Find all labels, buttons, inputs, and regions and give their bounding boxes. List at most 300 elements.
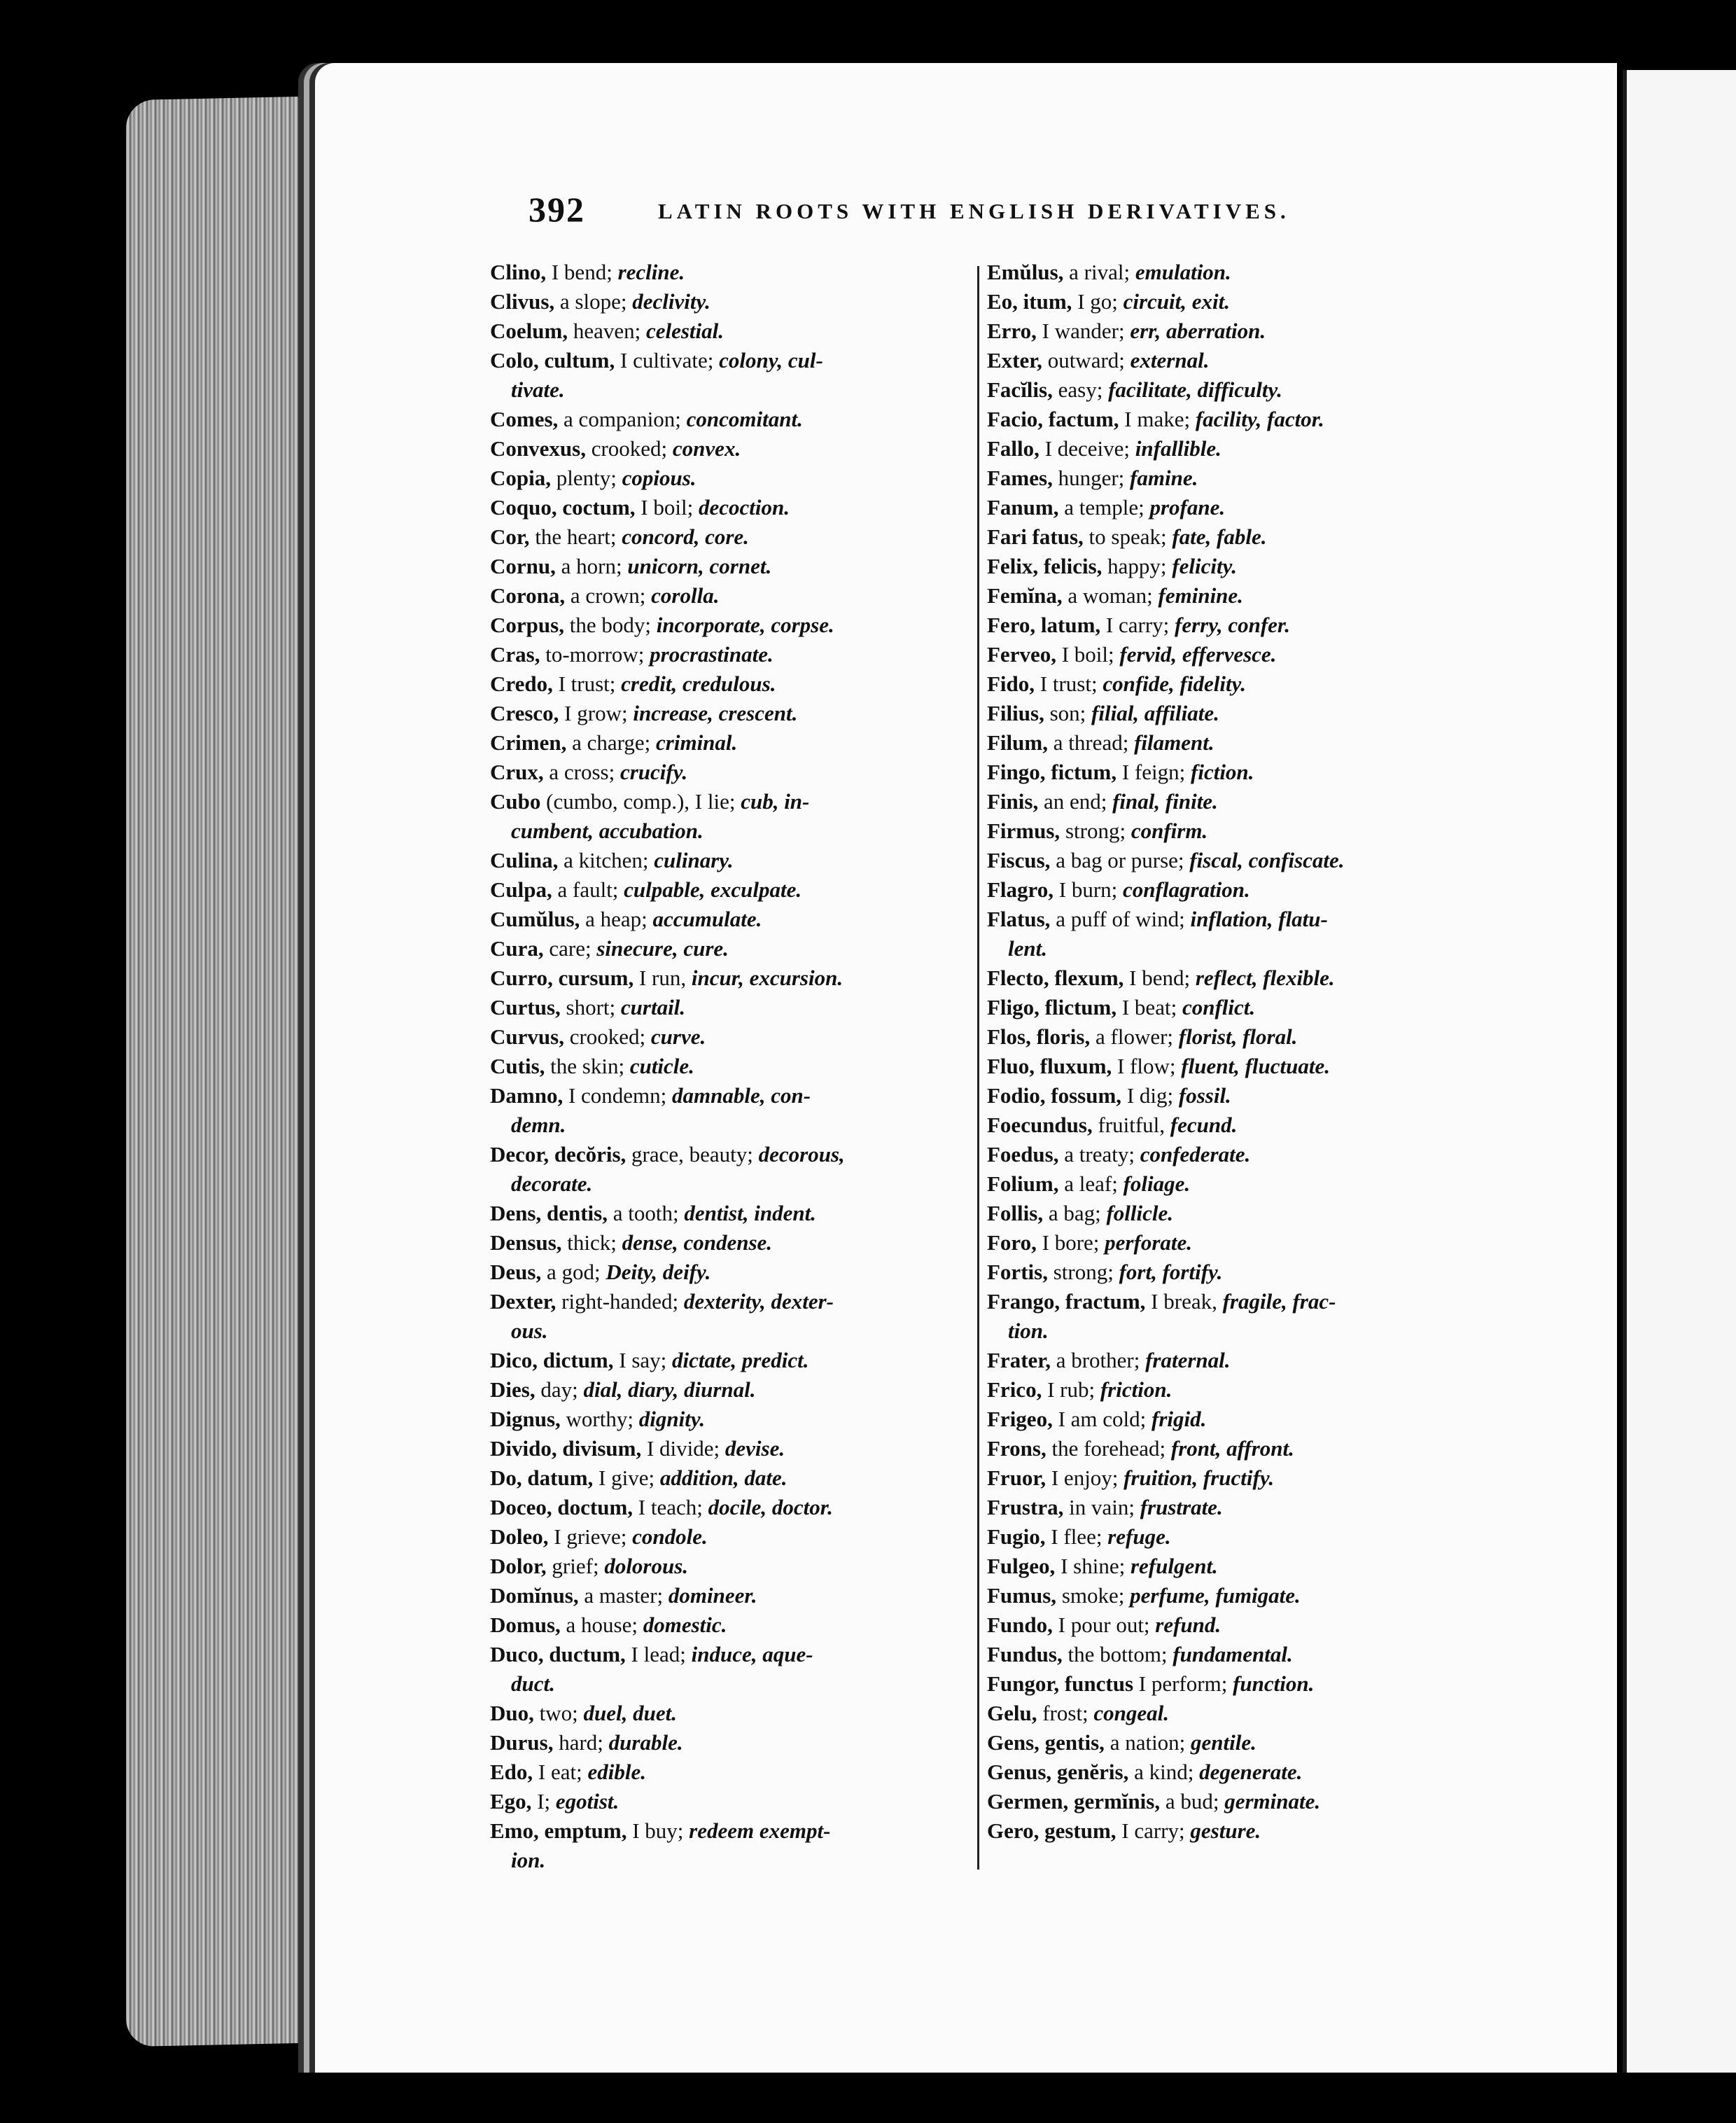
entry-word: Foecundus,: [987, 1113, 1093, 1137]
entry-deriv: front, affront.: [1170, 1436, 1294, 1461]
dictionary-entry: [490, 1640, 973, 1669]
entry-deriv: addition, date.: [659, 1466, 788, 1490]
dictionary-entry: [987, 758, 1449, 787]
entry-deriv: accumulate.: [652, 907, 762, 931]
entry-word: Filius,: [987, 701, 1044, 725]
entry-gloss: crooked;: [585, 436, 673, 461]
entry-deriv: follicle.: [1106, 1201, 1174, 1225]
entry-word: Fumus,: [987, 1583, 1057, 1608]
entry-word: Flecto, flexum,: [987, 966, 1124, 990]
dictionary-entry: [490, 1375, 973, 1405]
entry-word: Curtus,: [490, 995, 561, 1019]
entry-gloss: a heap;: [580, 907, 653, 931]
dictionary-entry: [490, 464, 973, 493]
entry-deriv: concord, core.: [622, 524, 749, 549]
entry-gloss: I deceive;: [1039, 436, 1135, 461]
entry-word: Frater,: [987, 1348, 1051, 1372]
entry-gloss: smoke;: [1056, 1583, 1130, 1608]
entry-gloss: the body;: [564, 613, 657, 637]
entry-word: Fingo, fictum,: [987, 760, 1117, 784]
entry-continuation: [987, 1316, 1449, 1346]
dictionary-entry: [987, 1169, 1449, 1199]
dictionary-entry: [987, 1081, 1449, 1111]
entry-gloss: to speak;: [1083, 524, 1172, 549]
entry-word: Eo, itum,: [987, 289, 1072, 314]
book-page-edges: [126, 96, 336, 2047]
entry-deriv: docile, doctor.: [708, 1495, 833, 1519]
entry-deriv: facilitate, difficulty.: [1108, 377, 1282, 402]
entry-gloss: I bend;: [546, 260, 618, 284]
dictionary-entry: [987, 1287, 1449, 1316]
entry-gloss: the skin;: [545, 1054, 630, 1078]
entry-deriv: foliage.: [1123, 1171, 1191, 1196]
entry-deriv: conflict.: [1182, 995, 1256, 1019]
dictionary-entry: [490, 316, 973, 346]
dictionary-entry: [490, 758, 973, 787]
entry-deriv: fate, fable.: [1172, 524, 1267, 549]
entry-deriv: procrastinate.: [650, 642, 774, 667]
entry-deriv: emulation.: [1135, 260, 1231, 284]
entry-deriv: cumbent, accubation.: [511, 819, 704, 843]
entry-gloss: I break,: [1145, 1289, 1223, 1314]
entry-word: Credo,: [490, 671, 553, 696]
entry-deriv: lent.: [1008, 936, 1047, 961]
entry-gloss: in vain;: [1063, 1495, 1140, 1519]
entry-gloss: a kitchen;: [558, 848, 654, 872]
entry-deriv: fundamental.: [1172, 1642, 1293, 1666]
entry-deriv: dentist, indent.: [684, 1201, 816, 1225]
entry-gloss: a puff of wind;: [1050, 907, 1191, 931]
dictionary-entry: [490, 669, 973, 699]
entry-gloss: I divide;: [641, 1436, 725, 1461]
entry-gloss: a bud;: [1160, 1789, 1225, 1814]
entry-word: Dens, dentis,: [490, 1201, 608, 1225]
dictionary-entry: [987, 669, 1449, 699]
entry-deriv: confirm.: [1130, 819, 1208, 843]
entry-deriv: gesture.: [1190, 1818, 1261, 1843]
entry-gloss: a cross;: [543, 760, 620, 784]
entry-continuation: [490, 816, 973, 846]
entry-word: Fiscus,: [987, 848, 1051, 872]
entry-word: Fido,: [987, 671, 1035, 696]
dictionary-entry: [987, 405, 1449, 434]
entry-gloss: I beat;: [1116, 995, 1182, 1019]
dictionary-entry: [987, 1405, 1449, 1434]
dictionary-entry: [490, 905, 973, 934]
dictionary-entry: [490, 1140, 973, 1169]
entry-gloss: strong;: [1060, 819, 1131, 843]
entry-deriv: germinate.: [1224, 1789, 1321, 1814]
dictionary-entry: [987, 316, 1449, 346]
entry-word: Fallo,: [987, 436, 1040, 461]
entry-gloss: a bag or purse;: [1050, 848, 1190, 872]
entry-word: Gens, gentis,: [987, 1730, 1105, 1755]
entry-deriv: dolorous.: [604, 1554, 689, 1578]
entry-word: Decor, decŏris,: [490, 1142, 626, 1167]
entry-gloss: heaven;: [568, 319, 646, 343]
entry-deriv: redeem exempt-: [689, 1818, 831, 1843]
entry-deriv: ion.: [511, 1848, 546, 1872]
entry-word: Clivus,: [490, 289, 555, 314]
dictionary-entry: [987, 1816, 1449, 1846]
entry-gloss: a flower;: [1090, 1024, 1179, 1049]
dictionary-entry: [490, 1346, 973, 1375]
page-number: 392: [528, 190, 585, 229]
entry-gloss: I boil;: [1056, 642, 1120, 667]
entry-word: Cor,: [490, 524, 530, 549]
entry-word: Facĭlis,: [987, 377, 1053, 402]
dictionary-entry: [490, 1228, 973, 1258]
dictionary-entry: [490, 1463, 973, 1493]
entry-deriv: reflect, flexible.: [1195, 966, 1335, 990]
entry-word: Culpa,: [490, 877, 552, 902]
entry-word: Divido, divisum,: [490, 1436, 642, 1461]
entry-deriv: damnable, con-: [672, 1083, 811, 1108]
dictionary-entry: [490, 1434, 973, 1463]
dictionary-entry: [987, 1728, 1449, 1757]
entry-gloss: happy;: [1102, 554, 1172, 578]
dictionary-entry: [987, 464, 1449, 493]
entry-word: Genus, genĕris,: [987, 1760, 1129, 1784]
entry-deriv: dense, condense.: [622, 1230, 773, 1255]
dictionary-entry: [490, 581, 973, 611]
entry-deriv: criminal.: [656, 730, 738, 755]
dictionary-entry: [987, 1111, 1449, 1140]
entry-gloss: I grow;: [559, 701, 634, 725]
entry-gloss: I boil;: [635, 495, 699, 520]
entry-word: Ego,: [490, 1789, 532, 1814]
dictionary-entry: [987, 846, 1449, 875]
entry-gloss: worthy;: [560, 1407, 639, 1431]
entry-word: Copia,: [490, 466, 551, 490]
entry-word: Fundus,: [987, 1642, 1063, 1666]
entry-gloss: I grieve;: [548, 1524, 633, 1549]
entry-deriv: external.: [1130, 348, 1210, 373]
entry-deriv: crucify.: [620, 760, 688, 784]
entry-deriv: refund.: [1155, 1613, 1222, 1637]
entry-gloss: a thread;: [1047, 730, 1135, 755]
entry-word: Cornu,: [490, 554, 556, 578]
entry-deriv: credit, credulous.: [621, 671, 776, 696]
entry-gloss: I am cold;: [1052, 1407, 1152, 1431]
entry-word: Fugio,: [987, 1524, 1046, 1549]
entry-deriv: celestial.: [645, 319, 724, 343]
dictionary-entry: [987, 1463, 1449, 1493]
entry-word: Fluo, fluxum,: [987, 1054, 1112, 1078]
entry-deriv: devise.: [724, 1436, 785, 1461]
entry-gloss: I cultivate;: [615, 348, 720, 373]
dictionary-entry: [490, 1081, 973, 1111]
entry-word: Fero, latum,: [987, 613, 1101, 637]
entry-deriv: frustrate.: [1140, 1495, 1223, 1519]
entry-gloss: a master;: [578, 1583, 668, 1608]
dictionary-entry: [490, 699, 973, 728]
entry-gloss: I say;: [613, 1348, 673, 1372]
entry-deriv: perfume, fumigate.: [1130, 1583, 1301, 1608]
entry-deriv: fragile, frac-: [1222, 1289, 1336, 1314]
entry-word: Colo, cultum,: [490, 348, 615, 373]
entry-word: Frustra,: [987, 1495, 1064, 1519]
entry-gloss: a kind;: [1128, 1760, 1200, 1784]
entry-gloss: (cumbo, comp.), I lie;: [540, 789, 741, 814]
entry-word: Cras,: [490, 642, 540, 667]
column-divider: [977, 266, 979, 1870]
entry-gloss: a fault;: [552, 877, 624, 902]
entry-deriv: fervid, effervesce.: [1119, 642, 1277, 667]
entry-gloss: a charge;: [566, 730, 657, 755]
entry-word: Cubo: [490, 789, 541, 814]
entry-gloss: I make;: [1119, 407, 1196, 431]
entry-word: Coelum,: [490, 319, 568, 343]
entry-deriv: fossil.: [1178, 1083, 1231, 1108]
entry-word: Duco, ductum,: [490, 1642, 626, 1666]
entry-gloss: I;: [531, 1789, 556, 1814]
dictionary-entry: [987, 1199, 1449, 1228]
dictionary-entry: [490, 405, 973, 434]
dictionary-entry: [490, 1405, 973, 1434]
entry-gloss: a god;: [541, 1260, 606, 1284]
dictionary-entry: [490, 346, 973, 375]
entry-gloss: a treaty;: [1058, 1142, 1140, 1167]
entry-word: Foro,: [987, 1230, 1037, 1255]
entry-word: Frico,: [987, 1377, 1042, 1402]
entry-word: Emo, emptum,: [490, 1818, 627, 1843]
entry-deriv: famine.: [1130, 466, 1198, 490]
entry-deriv: curtail.: [620, 995, 686, 1019]
dictionary-entry: [987, 1757, 1449, 1787]
entry-deriv: dexterity, dexter-: [683, 1289, 834, 1314]
dictionary-entry: [490, 1522, 973, 1552]
entry-gloss: son;: [1044, 701, 1092, 725]
dictionary-entry: [987, 993, 1449, 1022]
entry-word: Cura,: [490, 936, 544, 961]
entry-word: Corpus,: [490, 613, 564, 637]
entry-word: Clino,: [490, 260, 547, 284]
entry-gloss: I shine;: [1055, 1554, 1130, 1578]
entry-word: Dignus,: [490, 1407, 561, 1431]
entry-gloss: a rival;: [1063, 260, 1135, 284]
dictionary-entry: [490, 728, 973, 758]
entry-word: Fundo,: [987, 1613, 1053, 1637]
entry-gloss: grief;: [546, 1554, 605, 1578]
dictionary-entry: [987, 1552, 1449, 1581]
entry-word: Follis,: [987, 1201, 1044, 1225]
entry-word: Comes,: [490, 407, 559, 431]
entry-deriv: culinary.: [654, 848, 734, 872]
entry-word: Frigeo,: [987, 1407, 1053, 1431]
entry-gloss: day;: [535, 1377, 584, 1402]
entry-deriv: filial, affiliate.: [1091, 701, 1219, 725]
entry-gloss: a bag;: [1043, 1201, 1107, 1225]
dictionary-entry: [987, 1140, 1449, 1169]
dictionary-entry: [490, 1258, 973, 1287]
entry-gloss: I feign;: [1116, 760, 1191, 784]
entry-deriv: final, finite.: [1112, 789, 1218, 814]
dictionary-entry: [987, 522, 1449, 552]
entry-word: Culina,: [490, 848, 559, 872]
entry-deriv: refulgent.: [1130, 1554, 1218, 1578]
entry-deriv: recline.: [617, 260, 685, 284]
entry-deriv: culpable, exculpate.: [624, 877, 802, 902]
entry-deriv: fecund.: [1170, 1113, 1238, 1137]
entry-deriv: domestic.: [643, 1613, 727, 1637]
entry-deriv: profane.: [1149, 495, 1226, 520]
entry-continuation: [987, 934, 1449, 963]
entry-word: Facio, factum,: [987, 407, 1119, 431]
entry-gloss: I condemn;: [563, 1083, 673, 1108]
entry-gloss: the bottom;: [1062, 1642, 1173, 1666]
entry-deriv: Deity, deify.: [606, 1260, 711, 1284]
entry-word: Doleo,: [490, 1524, 549, 1549]
dictionary-entry: [490, 1757, 973, 1787]
entry-deriv: condole.: [632, 1524, 708, 1549]
entry-deriv: decoction.: [698, 495, 790, 520]
entry-continuation: [490, 1846, 973, 1875]
dictionary-entry: [987, 963, 1449, 993]
entry-deriv: colony, cul-: [719, 348, 823, 373]
entry-word: Fanum,: [987, 495, 1059, 520]
entry-deriv: incorporate, corpse.: [656, 613, 834, 637]
dictionary-entry: [490, 1287, 973, 1316]
dictionary-entry: [490, 434, 973, 464]
entry-deriv: circuit, exit.: [1123, 289, 1231, 314]
entry-gloss: grace, beauty;: [626, 1142, 759, 1167]
entry-gloss: I trust;: [552, 671, 622, 696]
entry-gloss: I lead;: [625, 1642, 692, 1666]
entry-deriv: fluent, fluctuate.: [1181, 1054, 1330, 1078]
entry-gloss: I eat;: [533, 1760, 588, 1784]
entry-word: Coquo, coctum,: [490, 495, 636, 520]
entry-gloss: I flow;: [1112, 1054, 1182, 1078]
entry-deriv: ous.: [511, 1318, 548, 1343]
dictionary-entry: [987, 258, 1449, 287]
entry-word: Gelu,: [987, 1701, 1037, 1725]
entry-gloss: thick;: [561, 1230, 622, 1255]
entry-continuation: [490, 1669, 973, 1699]
entry-gloss: short;: [560, 995, 621, 1019]
entry-word: Exter,: [987, 348, 1042, 373]
entry-word: Germen, germĭnis,: [987, 1789, 1161, 1814]
dictionary-entry: [490, 1581, 973, 1610]
dictionary-entry: [490, 1816, 973, 1846]
entry-deriv: copious.: [622, 466, 696, 490]
entry-word: Fodio, fossum,: [987, 1083, 1122, 1108]
entry-gloss: I wander;: [1036, 319, 1130, 343]
entry-deriv: induce, aque-: [691, 1642, 813, 1666]
dictionary-entry: [490, 1022, 973, 1052]
entry-word: Domĭnus,: [490, 1583, 579, 1608]
entry-deriv: felicity.: [1172, 554, 1237, 578]
entry-word: Curro, cursum,: [490, 966, 634, 990]
dictionary-entry: [490, 1493, 973, 1522]
dictionary-entry: [490, 640, 973, 669]
entry-deriv: duel, duet.: [583, 1701, 677, 1725]
entry-deriv: perforate.: [1105, 1230, 1193, 1255]
dictionary-entry: [987, 728, 1449, 758]
dictionary-entry: [987, 1022, 1449, 1052]
entry-gloss: a temple;: [1058, 495, 1150, 520]
entry-word: Fari fatus,: [987, 524, 1084, 549]
entry-gloss: to-morrow;: [540, 642, 650, 667]
dictionary-entry: [987, 1581, 1449, 1610]
entry-deriv: refuge.: [1107, 1524, 1171, 1549]
entry-deriv: declivity.: [632, 289, 710, 314]
entry-deriv: durable.: [608, 1730, 683, 1755]
entry-deriv: decorous,: [758, 1142, 845, 1167]
entry-gloss: I run,: [634, 966, 692, 990]
entry-word: Cumŭlus,: [490, 907, 580, 931]
entry-gloss: I pour out;: [1052, 1613, 1156, 1637]
entry-gloss: an end;: [1038, 789, 1113, 814]
dictionary-entry: [490, 963, 973, 993]
entry-word: Domus,: [490, 1613, 561, 1637]
entry-gloss: a crown;: [565, 583, 652, 608]
entry-gloss: strong;: [1047, 1260, 1119, 1284]
entry-word: Emŭlus,: [987, 260, 1064, 284]
entry-gloss: right-handed;: [556, 1289, 684, 1314]
dictionary-entry: [987, 1610, 1449, 1640]
dictionary-entry: [490, 846, 973, 875]
entry-gloss: a leaf;: [1058, 1171, 1124, 1196]
entry-word: Fungor, functus: [987, 1671, 1134, 1696]
entry-word: Foedus,: [987, 1142, 1059, 1167]
dictionary-entry: [987, 1346, 1449, 1375]
entry-word: Filum,: [987, 730, 1048, 755]
entry-gloss: the heart;: [529, 524, 622, 549]
entry-word: Dico, dictum,: [490, 1348, 614, 1372]
dictionary-entry: [490, 258, 973, 287]
entry-gloss: care;: [543, 936, 597, 961]
entry-gloss: I enjoy;: [1046, 1466, 1124, 1490]
entry-word: Fames,: [987, 466, 1053, 490]
entry-word: Densus,: [490, 1230, 562, 1255]
dictionary-entry: [987, 1669, 1449, 1699]
entry-gloss: I go;: [1072, 289, 1124, 314]
entry-gloss: I burn;: [1054, 877, 1124, 902]
entry-deriv: egotist.: [555, 1789, 620, 1814]
dictionary-entry: [987, 493, 1449, 522]
entry-deriv: demn.: [511, 1113, 566, 1137]
entry-gloss: I flee;: [1045, 1524, 1108, 1549]
dictionary-entry: [987, 1640, 1449, 1669]
entry-gloss: two;: [533, 1701, 584, 1725]
dictionary-entry: [987, 875, 1449, 905]
entry-gloss: outward;: [1042, 348, 1130, 373]
entry-word: Flatus,: [987, 907, 1051, 931]
dictionary-entry: [987, 1375, 1449, 1405]
entry-gloss: I rub;: [1042, 1377, 1100, 1402]
dictionary-entry: [490, 522, 973, 552]
dictionary-entry: [490, 611, 973, 640]
entry-gloss: I buy;: [626, 1818, 690, 1843]
dictionary-entry: [987, 581, 1449, 611]
dictionary-entry: [987, 434, 1449, 464]
entry-word: Firmus,: [987, 819, 1060, 843]
dictionary-entry: [987, 287, 1449, 316]
entry-deriv: gentile.: [1191, 1730, 1256, 1755]
dictionary-entry: [987, 346, 1449, 375]
entry-word: Duo,: [490, 1701, 534, 1725]
entry-deriv: duct.: [511, 1671, 555, 1696]
page-header: [528, 189, 1578, 238]
entry-deriv: incur, excursion.: [691, 966, 844, 990]
entry-gloss: I perform;: [1133, 1671, 1233, 1696]
entry-gloss: I bend;: [1124, 966, 1196, 990]
dictionary-entry: [490, 1610, 973, 1640]
entry-deriv: dial, diary, diurnal.: [583, 1377, 756, 1402]
entry-gloss: I carry;: [1100, 613, 1175, 637]
entry-deriv: conflagration.: [1123, 877, 1250, 902]
